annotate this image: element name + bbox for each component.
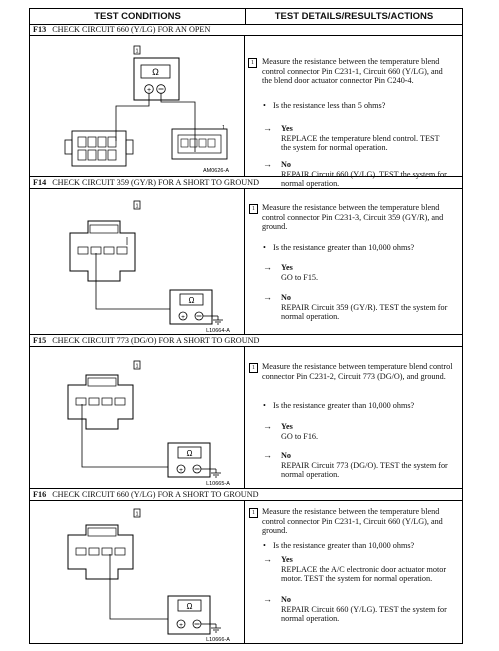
no-action: REPAIR Circuit 359 (GY/R). TEST the system for normal operation. (281, 302, 448, 322)
test-diagram (30, 347, 245, 488)
test-details (246, 347, 462, 488)
arrow-right-icon: → (263, 450, 272, 460)
svg-text:+: + (146, 87, 152, 94)
svg-text:1: 1 (135, 203, 139, 210)
step-id: F16 (33, 490, 47, 499)
test-diagram (30, 501, 245, 644)
svg-text:1: 1 (222, 125, 226, 131)
section-f14 (30, 177, 462, 335)
svg-text:Ω: Ω (152, 67, 159, 77)
no-label: No (281, 160, 292, 169)
no-action: REPAIR Circuit 773 (DG/O). TEST the system for normal operation. (281, 460, 448, 480)
test-details (246, 189, 462, 334)
no-label: No (281, 595, 292, 604)
step-id: F14 (33, 178, 47, 187)
step-icon: 1 (249, 363, 258, 373)
instruction-text: Measure the resistance between temperature blend control connector Pin C231-2, Circuit 773 (DG/O), and ground. (262, 362, 453, 381)
figure-id: L10664-A (206, 328, 230, 334)
svg-text:+: + (181, 313, 185, 321)
section-title (30, 24, 462, 36)
step-icon: 1 (248, 58, 257, 68)
test-table (29, 8, 463, 644)
yes-answer (281, 124, 451, 153)
step-title: CHECK CIRCUIT 660 (Y/LG) FOR AN OPEN (52, 25, 211, 34)
section-f15 (30, 335, 462, 489)
svg-text:+: + (179, 621, 183, 629)
svg-text:1: 1 (135, 511, 139, 518)
table-header (30, 9, 462, 25)
no-action: REPAIR Circuit 660 (Y/LG). TEST the system for normal operation. (281, 169, 447, 189)
figure-id: AM0626-A (203, 168, 229, 174)
no-answer (281, 595, 451, 624)
step-icon: 1 (249, 508, 258, 518)
question-text: • Is the resistance greater than 10,000 ohms? (273, 243, 453, 253)
diagram-f15 (30, 347, 245, 489)
step-id: F13 (33, 25, 47, 34)
section-title (30, 335, 462, 347)
test-diagram (30, 36, 245, 176)
no-label: No (281, 293, 292, 302)
yes-action: REPLACE the temperature blend control. TEST the system for normal operation. (281, 133, 440, 153)
question-text: • Is the resistance greater than 10,000 ohms? (273, 401, 453, 411)
section-title (30, 489, 462, 501)
test-details (246, 501, 462, 644)
no-action: REPAIR Circuit 660 (Y/LG). TEST the system for normal operation. (281, 604, 447, 624)
no-answer (281, 293, 451, 322)
arrow-right-icon: → (263, 594, 272, 604)
instruction-text: Measure the resistance between the temperature blend control connector Pin C231-1, Circuit 660 (Y/LG), and ground. (262, 507, 443, 536)
figure-id: L10665-A (206, 481, 230, 487)
step-title: CHECK CIRCUIT 773 (DG/O) FOR A SHORT TO GROUND (52, 336, 260, 345)
test-diagram (30, 189, 245, 334)
yes-answer (281, 555, 451, 584)
no-label: No (281, 451, 292, 460)
yes-label: Yes (281, 422, 293, 431)
arrow-right-icon: → (263, 421, 272, 431)
step-icon: 1 (249, 204, 258, 214)
question-text: • Is the resistance greater than 10,000 ohms? (273, 541, 453, 551)
svg-text:1: 1 (135, 363, 139, 370)
svg-text:Ω: Ω (188, 296, 195, 305)
yes-label: Yes (281, 555, 293, 564)
yes-label: Yes (281, 124, 293, 133)
diagram-f16 (30, 501, 245, 644)
yes-answer (281, 263, 451, 282)
figure-id: L10666-A (206, 637, 230, 643)
instruction-text: Measure the resistance between the temperature blend control connector Pin C231-1, Circuit 660 (Y/LG), and the blend door actuator connector Pin C240-4. (262, 57, 443, 86)
yes-action: GO to F16. (281, 431, 319, 441)
yes-label: Yes (281, 263, 293, 272)
step-id: F15 (33, 336, 47, 345)
arrow-right-icon: → (263, 554, 272, 564)
step-title: CHECK CIRCUIT 359 (GY/R) FOR A SHORT TO GROUND (52, 178, 260, 187)
diagram-f13 (30, 36, 245, 177)
section-title (30, 177, 462, 189)
arrow-right-icon: → (263, 123, 272, 133)
question-text: • Is the resistance less than 5 ohms? (273, 101, 453, 111)
diagram-f14 (30, 189, 245, 335)
svg-text:+: + (179, 466, 183, 474)
section-f16 (30, 489, 462, 644)
svg-text:Ω: Ω (186, 602, 193, 611)
yes-answer (281, 422, 451, 441)
test-details (246, 36, 462, 189)
instruction-text: Measure the resistance between the temperature blend control connector Pin C231-3, Circuit 359 (GY/R), and ground. (262, 203, 444, 232)
yes-action: GO to F15. (281, 272, 319, 282)
yes-action: REPLACE the A/C electronic door actuator motor motor. TEST the system for normal operation. (281, 564, 447, 584)
arrow-right-icon: → (263, 292, 272, 302)
arrow-right-icon: → (263, 262, 272, 272)
svg-text:1: 1 (135, 48, 139, 55)
header-test-conditions: TEST CONDITIONS (30, 9, 246, 24)
arrow-right-icon: → (263, 159, 272, 169)
no-answer (281, 451, 451, 480)
step-title: CHECK CIRCUIT 660 (Y/LG) FOR A SHORT TO GROUND (52, 490, 259, 499)
svg-text:Ω: Ω (186, 449, 193, 458)
header-test-details: TEST DETAILS/RESULTS/ACTIONS (274, 11, 434, 22)
